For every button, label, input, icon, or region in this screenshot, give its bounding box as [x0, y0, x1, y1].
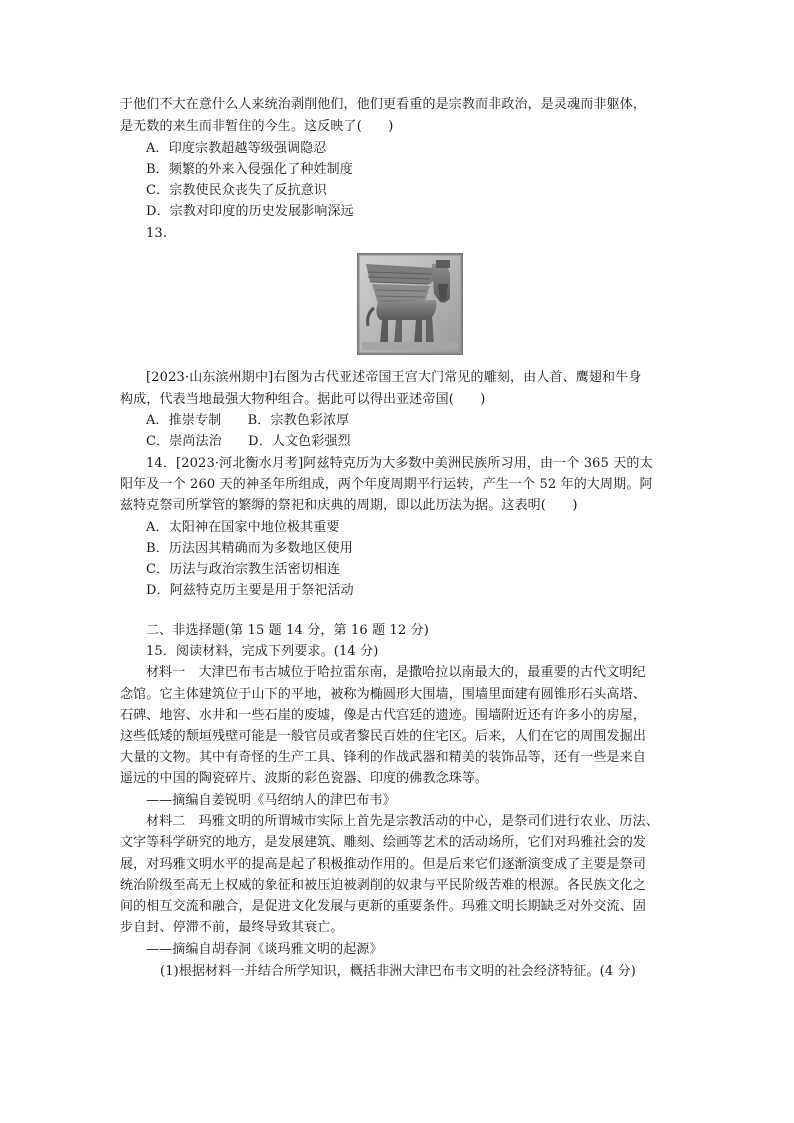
section-2-heading: 二、非选择题(第 15 题 14 分，第 16 题 12 分)	[146, 623, 430, 638]
q15-intro: 15．阅读材料，完成下列要求。(14 分)	[146, 644, 379, 659]
q15-material-1-line-5: 大量的文物。其中有奇怪的生产工具、锋利的作战武器和精美的装饰品等，还有一些是来自	[120, 750, 647, 765]
q15-material-1-line-6: 遥远的中国的陶瓷碎片、波斯的彩色瓷器、印度的佛教念珠等。	[120, 771, 489, 786]
q15-material-1-source: ——摘编自姜锐明《马绍纳人的津巴布韦》	[146, 793, 396, 808]
q14-option-a: A．太阳神在国家中地位极其重要	[146, 520, 340, 535]
q15-material-2-line-4: 统治阶级至高无上权威的象征和被压迫被剥削的奴隶与平民阶级苦难的根源。各民族文化之	[120, 878, 647, 893]
q15-material-2-line-1: 材料二 玛雅文明的所谓城市实际上首先是宗教活动的中心，是祭司们进行农业、历法、	[146, 814, 659, 829]
q13-options-row-2: C．崇尚法治 D．人文色彩强烈	[146, 434, 351, 449]
q12-option-a: A．印度宗教超越等级强调隐忍	[146, 141, 327, 156]
q14-option-b: B．历法因其精确而为多数地区使用	[146, 541, 353, 556]
q13-stem-line-2: 构成，代表当地最强大物种组合。据此可以得出亚述帝国( )	[120, 392, 486, 407]
q15-material-2-line-5: 间的相互交流和融合，是促进文化发展与更新的重要条件。玛雅文明长期缺乏对外交流、固	[120, 899, 647, 914]
q15-material-1-line-4: 这些低矮的颓垣残壁可能是一般官员或者黎民百姓的住宅区。后来，人们在它的周围发掘出	[120, 729, 647, 744]
q15-subquestion-1: (1)根据材料一并结合所学知识，概括非洲大津巴布韦文明的社会经济特征。(4 分)	[160, 964, 636, 979]
q13-number: 13.	[146, 226, 168, 241]
q12-option-b: B．频繁的外来入侵强化了种姓制度	[146, 162, 353, 177]
q14-stem-line-2: 阳年及一个 260 天的神圣年所组成，两个年度周期平行运转，产生一个 52 年的大周期。阿	[120, 477, 653, 492]
q14-stem-line-1: 14．[2023·河北衡水月考]阿兹特克历为大多数中美洲民族所习用，由一个 365 天的太	[146, 456, 653, 471]
q12-stem-line-2: 是无数的来生而非暂住的今生。这反映了( )	[120, 119, 394, 134]
q15-material-1-line-1: 材料一 大津巴布韦古城位于哈拉雷东南，是撒哈拉以南最大的，最重要的古代文明纪	[146, 665, 646, 680]
q15-material-2-line-2: 文字等科学研究的地方，是发展建筑、雕刻、绘画等艺术的活动场所，它们对玛雅社会的发	[120, 835, 647, 850]
q14-stem-line-3: 兹特克祭司所掌管的繁缛的祭祀和庆典的周期，即以此历法为据。这表明( )	[120, 498, 578, 513]
q12-stem-line-1: 于他们不大在意什么人来统治剥削他们，他们更看重的是宗教而非政治，是灵魂而非躯体，	[120, 97, 647, 112]
lamassu-relief-icon	[358, 254, 462, 354]
q15-material-2-source: ——摘编自胡春洞《谈玛雅文明的起源》	[146, 942, 383, 957]
q14-option-d: D．阿兹特克历主要是用于祭祀活动	[146, 583, 354, 598]
q15-material-1-line-2: 念馆。它主体建筑位于山下的平地，被称为椭圆形大围墙，围墙里面建有圆锥形石头高塔、	[120, 687, 647, 702]
q12-option-d: D．宗教对印度的历史发展影响深远	[146, 204, 354, 219]
assyrian-lamassu-relief-image	[357, 253, 463, 355]
q13-stem-line-1: [2023·山东滨州期中]右图为古代亚述帝国王宫大门常见的雕刻，由人首、鹰翅和牛身	[146, 370, 642, 385]
q15-material-1-line-3: 石碑、地窖、水井和一些石崖的废墟，像是古代宫廷的遗迹。围墙附近还有许多小的房屋，	[120, 708, 647, 723]
q14-option-c: C．历法与政治宗教生活密切相连	[146, 562, 341, 577]
q15-material-2-line-6: 步自封、停滞不前，最终导致其衰亡。	[120, 920, 344, 935]
q13-options-row-1: A．推崇专制 B．宗教色彩浓厚	[146, 413, 350, 428]
q12-option-c: C．宗教使民众丧失了反抗意识	[146, 183, 328, 198]
q15-material-2-line-3: 展，对玛雅文明水平的提高是起了积极推动作用的。但是后来它们逐渐演变成了主要是祭司	[120, 857, 647, 872]
